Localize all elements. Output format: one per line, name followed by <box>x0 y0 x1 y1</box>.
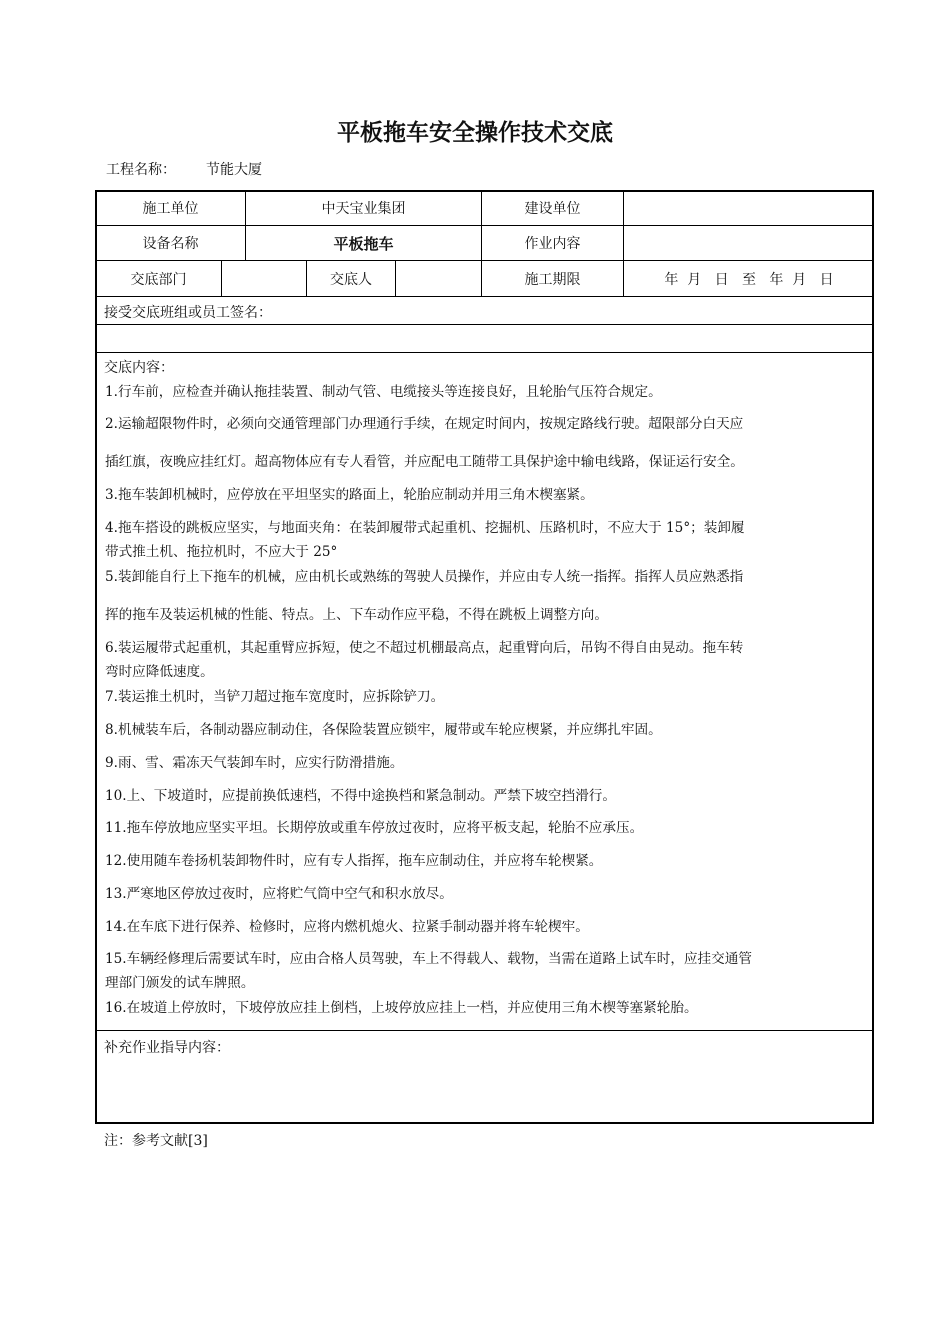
list-item: 16.在坡道上停放时，下坡停放应挂上倒档，上坡停放应挂上一档，并应使用三角木楔等塞紧轮胎。 <box>105 1000 698 1016</box>
item-5b <box>105 606 865 625</box>
list-item: 4.拖车搭设的跳板应坚实，与地面夹角：在装卸履带式起重机、挖掘机、压路机时，不应大于 15°；装卸履 <box>105 520 745 536</box>
project-line <box>106 159 262 179</box>
dept-value <box>222 261 306 296</box>
list-item: 3.拖车装卸机械时，应停放在平坦坚实的路面上，轮胎应制动并用三角木楔塞紧。 <box>105 487 594 503</box>
person-value <box>396 261 481 296</box>
item-6 <box>105 639 865 658</box>
owner-unit-value <box>624 191 874 225</box>
construction-unit-label: 施工单位 <box>142 201 199 217</box>
list-item: 理部门颁发的试车牌照。 <box>105 975 255 991</box>
item-6b <box>105 663 865 682</box>
item-2 <box>105 415 865 434</box>
dept-label: 交底部门 <box>130 271 187 288</box>
list-item: 带式推土机、拖拉机时，不应大于 25° <box>105 544 338 560</box>
project-label: 工程名称： <box>106 162 176 178</box>
item-10 <box>105 787 865 806</box>
item-3 <box>105 486 865 505</box>
item-15b <box>105 974 865 993</box>
period-label: 施工期限 <box>524 271 581 288</box>
list-item: 插红旗，夜晚应挂红灯。超高物体应有专人看管，并应配电工随带工具保护途中输电线路，保证运行安全。 <box>105 454 744 470</box>
list-item: 挥的拖车及装运机械的性能、特点。上、下车动作应平稳，不得在跳板上调整方向。 <box>105 607 608 623</box>
item-9 <box>105 754 865 773</box>
item-8 <box>105 721 865 740</box>
list-item: 7.装运推土机时，当铲刀超过拖车宽度时，应拆除铲刀。 <box>105 689 445 705</box>
construction-unit-value: 中天宝业集团 <box>321 201 406 217</box>
item-15 <box>105 950 865 969</box>
work-content-label: 作业内容 <box>524 236 581 252</box>
supplement-label: 补充作业指导内容： <box>104 1040 230 1056</box>
owner-unit-label: 建设单位 <box>524 201 581 217</box>
document-title: 平板拖车安全操作技术交底 <box>337 120 613 146</box>
list-item: 10.上、下坡道时，应提前换低速档，不得中途换档和紧急制动。严禁下坡空挡滑行。 <box>105 788 616 804</box>
list-item: 1.行车前，应检查并确认拖挂装置、制动气管、电缆接头等连接良好，且轮胎气压符合规定。 <box>105 384 662 400</box>
person-label: 交底人 <box>330 271 372 288</box>
period-value: 年 月 日 至 年 月 日 <box>664 271 834 288</box>
item-4b <box>105 543 865 562</box>
item-14 <box>105 918 865 937</box>
list-item: 11.拖车停放地应坚实平坦。长期停放或重车停放过夜时，应将平板支起，轮胎不应承压。 <box>105 820 644 836</box>
list-item: 6.装运履带式起重机，其起重臂应拆短，使之不超过机棚最高点，起重臂向后，吊钩不得自由晃动。拖车转 <box>105 640 744 656</box>
item-11 <box>105 819 865 838</box>
list-item: 9.雨、雪、霜冻天气装卸车时，应实行防滑措施。 <box>105 755 404 771</box>
item-1 <box>105 383 865 402</box>
list-item: 2.运输超限物件时，必须向交通管理部门办理通行手续，在规定时间内，按规定路线行驶。超限部分白天应 <box>105 416 744 432</box>
list-item: 12.使用随车卷扬机装卸物件时，应有专人指挥，拖车应制动住，并应将车轮楔紧。 <box>105 853 603 869</box>
work-content-value <box>624 226 874 260</box>
item-2b <box>105 453 865 472</box>
equipment-label: 设备名称 <box>142 236 199 252</box>
item-12 <box>105 852 865 871</box>
list-item: 弯时应降低速度。 <box>105 664 214 680</box>
list-item: 8.机械装车后，各制动器应制动住，各保险装置应锁牢，履带或车轮应楔紧，并应绑扎牢固。 <box>105 722 662 738</box>
list-item: 15.车辆经修理后需要试车时，应由合格人员驾驶，车上不得载人、载物，当需在道路上试车时，应挂交通管 <box>105 951 752 967</box>
item-13 <box>105 885 865 904</box>
item-5 <box>105 568 865 587</box>
content-label: 交底内容： <box>104 360 174 376</box>
list-item: 14.在车底下进行保养、检修时，应将内燃机熄火、拉紧手制动器并将车轮楔牢。 <box>105 919 589 935</box>
reference-note: 注：参考文献[3] <box>104 1133 208 1149</box>
item-4 <box>105 519 865 538</box>
list-item: 13.严寒地区停放过夜时，应将贮气筒中空气和积水放尽。 <box>105 886 453 902</box>
signature-label: 接受交底班组或员工签名： <box>104 305 272 321</box>
list-item: 5.装卸能自行上下拖车的机械，应由机长或熟练的驾驶人员操作，并应由专人统一指挥。指挥人员应熟悉指 <box>105 569 744 585</box>
equipment-value: 平板拖车 <box>333 234 394 253</box>
project-value: 节能大厦 <box>206 162 262 178</box>
item-7 <box>105 688 865 707</box>
item-16 <box>105 999 865 1018</box>
